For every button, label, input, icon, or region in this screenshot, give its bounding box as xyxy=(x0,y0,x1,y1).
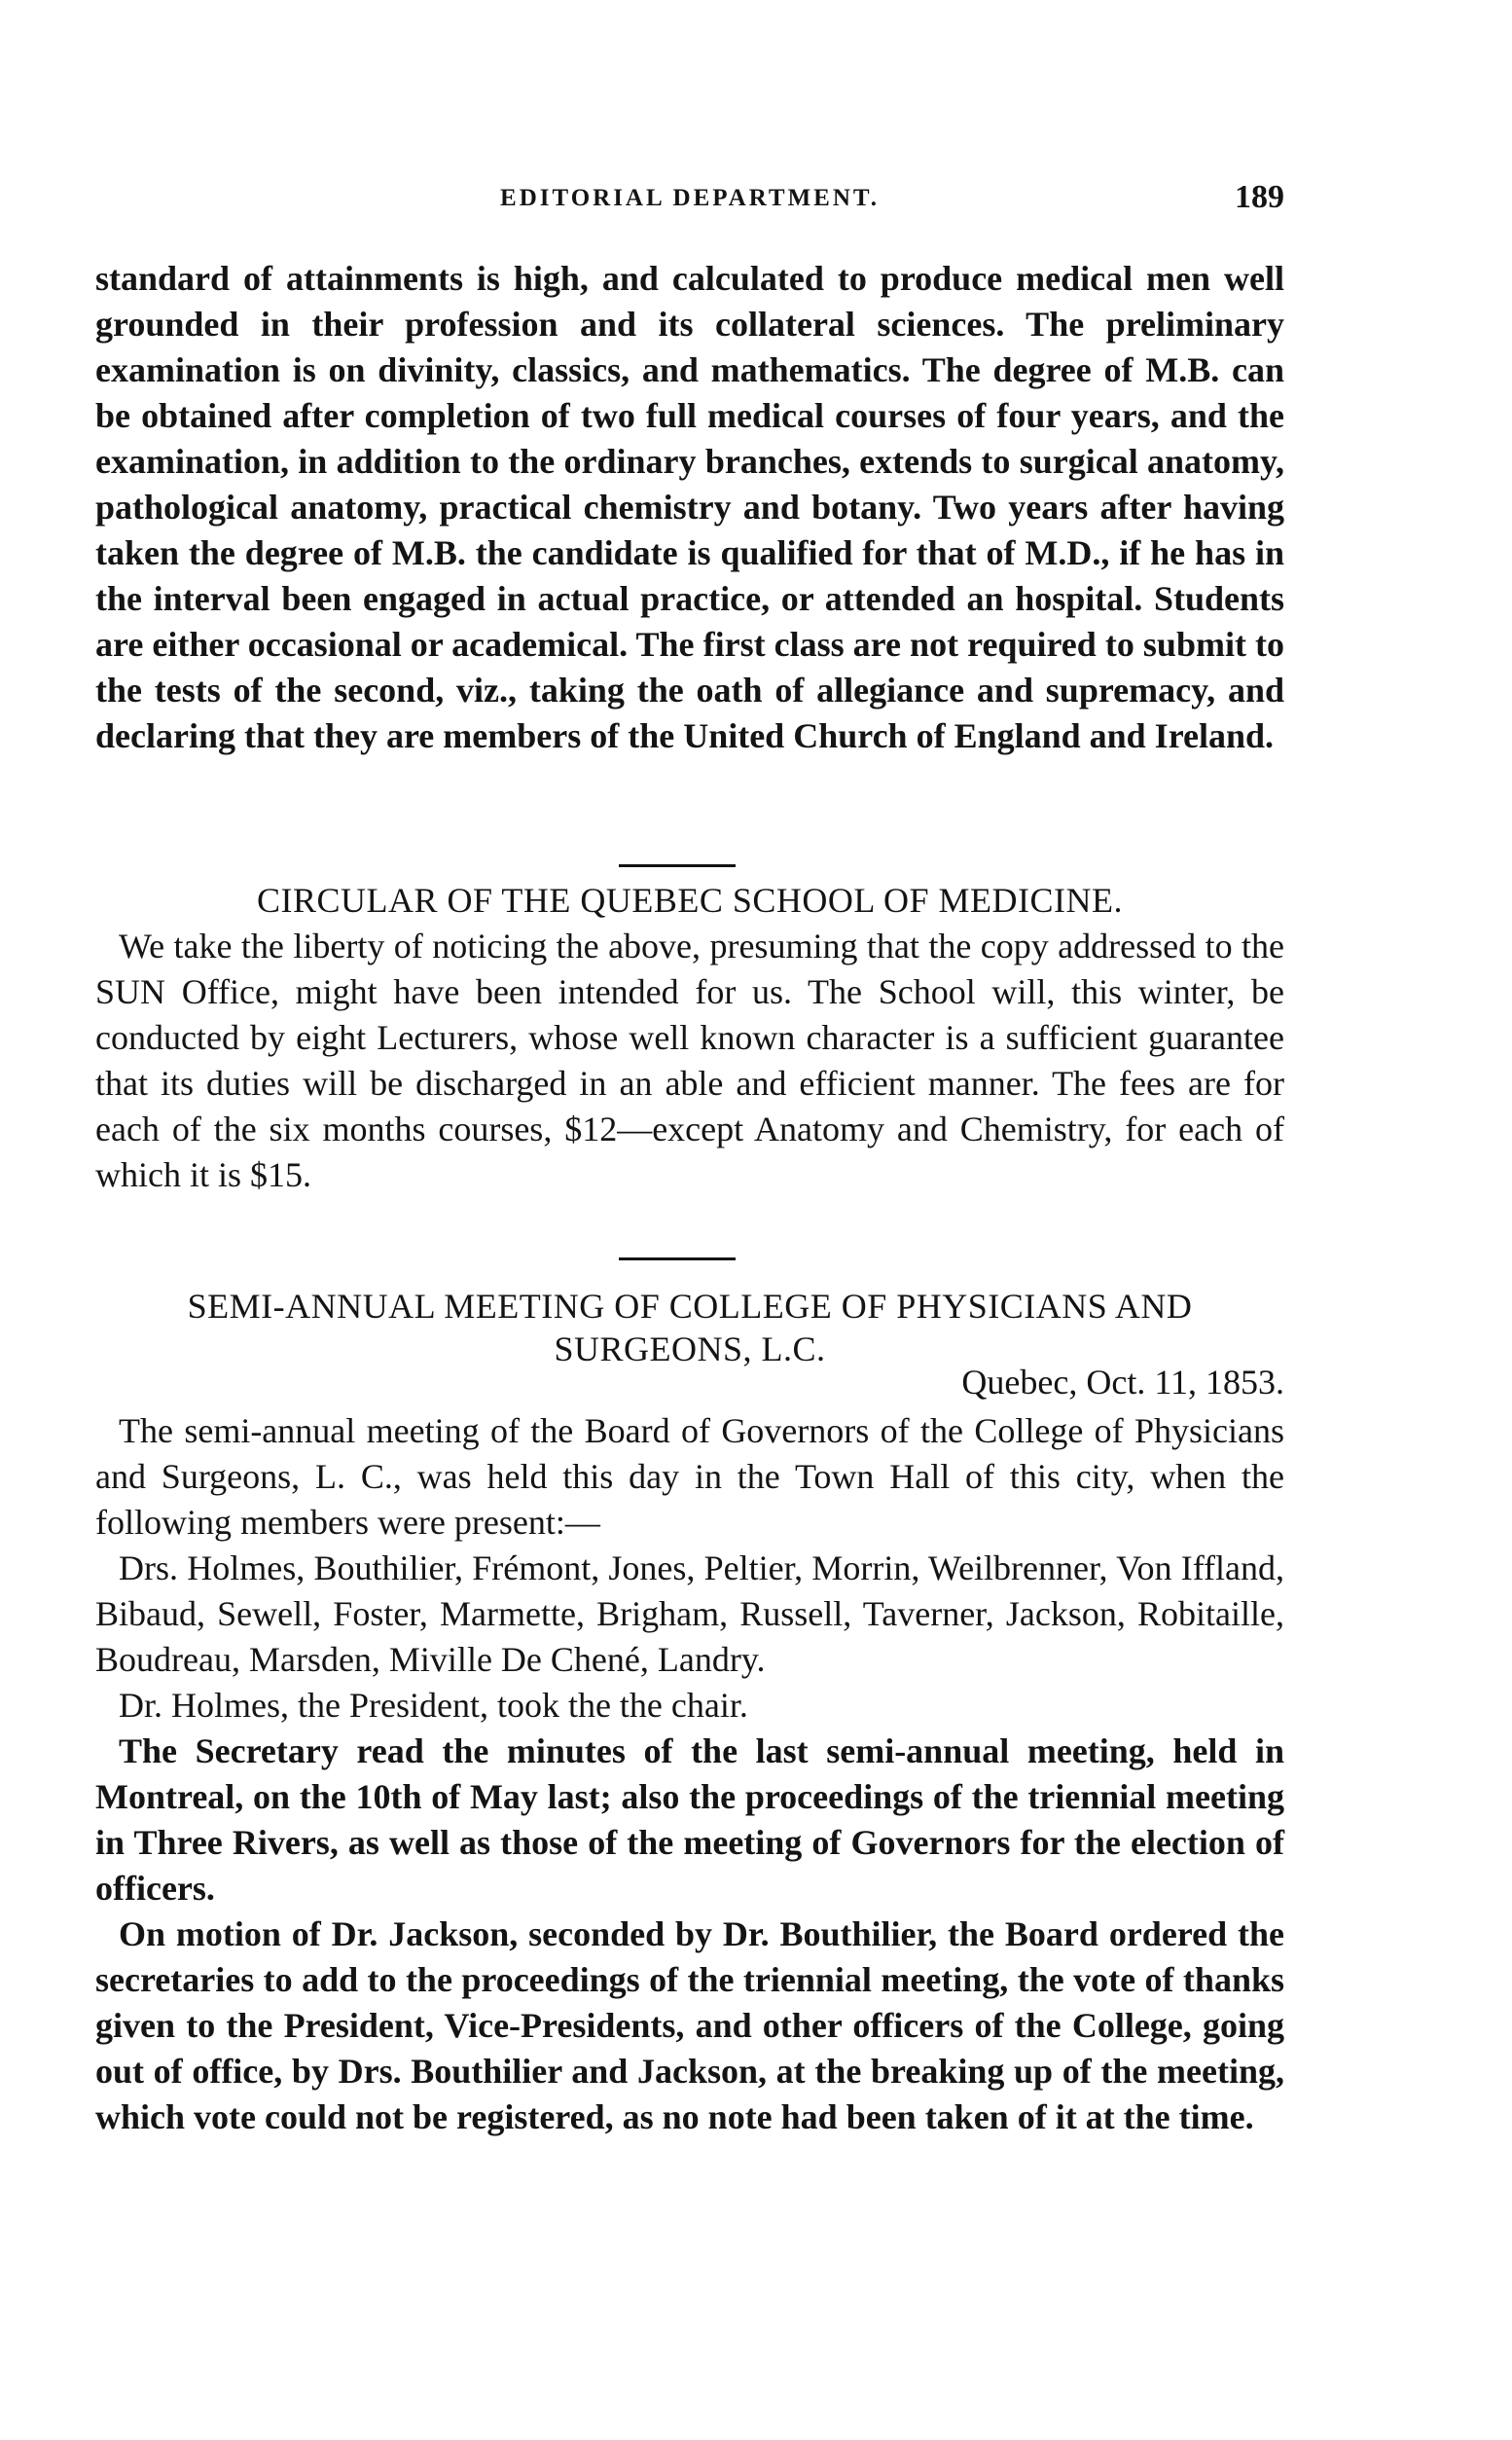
section2-heading xyxy=(95,1285,1284,1370)
section2-body xyxy=(95,1408,1284,2140)
section1-body xyxy=(95,924,1284,1198)
page-number: 189 xyxy=(1235,179,1284,215)
section1-paragraph: We take the liberty of noticing the above, presuming that the copy addressed to the SUN Office, might have been intended for us. The School will, this winter, be conducted by eight Lecturers, whose well known character is a sufficient guarantee that its duties will be discharged in an able and efficient manner. The fees are for each of the six months courses, $12—except Anatomy and Chemistry, for each of which it is $15. xyxy=(95,927,1284,1194)
paragraph-minutes-read: The Secretary read the minutes of the last semi-annual meeting, held in Montreal, on the 10th of May last; also the proceedings of the triennial meeting in Three Rivers, as well as those of the meeting of Governors for the election of officers. xyxy=(95,1731,1284,1908)
paragraph-meeting-opening: The semi-annual meeting of the Board of Governors of the College of Physicians and Surgeons, L. C., was held this day in the Town Hall of this city, when the following members were present:— xyxy=(95,1411,1284,1542)
dateline: Quebec, Oct. 11, 1853. xyxy=(961,1363,1284,1402)
section2-heading-line1: SEMI-ANNUAL MEETING OF COLLEGE OF PHYSICIANS AND xyxy=(187,1287,1193,1326)
section1-heading: CIRCULAR OF THE QUEBEC SCHOOL OF MEDICINE. xyxy=(256,881,1124,920)
intro-paragraph xyxy=(95,256,1284,759)
section2-heading-line2: SURGEONS, L.C. xyxy=(554,1329,826,1368)
paragraph-motion: On motion of Dr. Jackson, seconded by Dr. Bouthilier, the Board ordered the secretaries to add to the proceedings of the triennial meeting, the vote of thanks given to the President, Vice-Presidents, and other officers of the College, going out of office, by Drs. Bouthilier and Jackson, at the breaking up of the meeting, which vote could not be registered, as no note had been taken of it at the time. xyxy=(95,1914,1284,2136)
running-title: EDITORIAL DEPARTMENT. xyxy=(500,185,880,211)
section-divider-1 xyxy=(619,864,736,867)
running-head xyxy=(95,179,1284,224)
paragraph-president-chair: Dr. Holmes, the President, took the the chair. xyxy=(119,1686,748,1725)
intro-text: standard of attainments is high, and calculated to produce medical men well grounded in their profession and its collateral sciences. The preliminary examination is on divinity, classics, and mathematics. The degree of M.B. can be obtained after completion of two full medical courses of four years, and the examination, in addition to the ordinary branches, extends to surgical anatomy, pathological anatomy, practical chemistry and botany. Two years after having taken the degree of M.B. the candidate is qualified for that of M.D., if he has in the interval been engaged in actual practice, or attended an hospital. Students are either occasional or academical. The first class are not required to submit to the tests of the second, viz., taking the oath of allegiance and supremacy, and declaring that they are members of the United Church of England and Ireland. xyxy=(95,259,1284,755)
paragraph-members-present: Drs. Holmes, Bouthilier, Frémont, Jones, Peltier, Morrin, Weilbrenner, Von Iffland, Bibaud, Sewell, Foster, Marmette, Brigham, Russell, Taverner, Jackson, Robitaille, Boudreau, Marsden, Miville De Chené, Landry. xyxy=(95,1548,1284,1679)
section-divider-2 xyxy=(619,1257,736,1260)
